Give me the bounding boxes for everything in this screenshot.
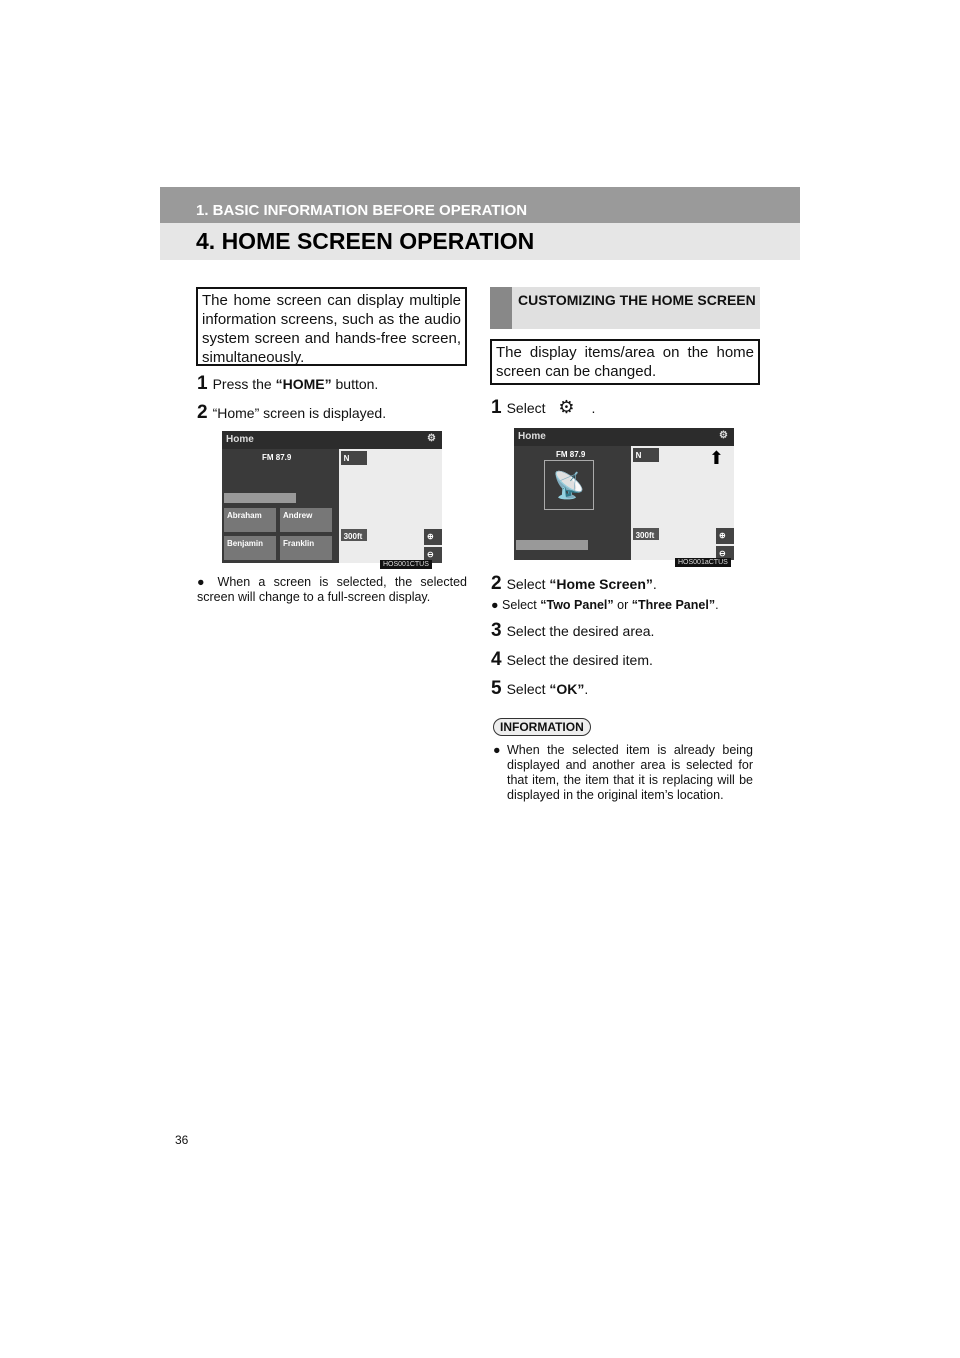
bullet-text: When a screen is selected, the selected screen will change to a full-screen display. bbox=[197, 575, 467, 604]
step-1 bbox=[491, 397, 595, 419]
step-bold: “OK” bbox=[549, 681, 585, 697]
bullet-bold: “Three Panel” bbox=[631, 598, 716, 612]
intro-box: The display items/area on the home screen can be changed. bbox=[490, 339, 760, 385]
step-text: . bbox=[652, 576, 657, 592]
info-text: When the selected item is already being displayed and another area is selected for that item, the item that it is replacing will be displayed in the original item’s location. bbox=[507, 743, 753, 802]
step-text: Select bbox=[506, 400, 546, 416]
contact-button: Benjamin bbox=[224, 536, 276, 560]
map-scale: 300ft bbox=[633, 528, 659, 540]
section-heading bbox=[490, 287, 760, 329]
section-title: 1. BASIC INFORMATION BEFORE OPERATION bbox=[196, 202, 528, 219]
bullet-note: ● When a screen is selected, the selected screen will change to a full-screen display. bbox=[197, 575, 467, 604]
step-text: Select the desired area. bbox=[506, 623, 655, 639]
intro-box: The home screen can display multiple information screens, such as the audio system screen and hands-free screen, simultaneously. bbox=[196, 287, 467, 366]
step-5 bbox=[491, 678, 588, 700]
step-text: Press the bbox=[212, 376, 276, 392]
gear-icon: ⚙ bbox=[427, 433, 436, 444]
page-title: 4. HOME SCREEN OPERATION bbox=[196, 228, 535, 254]
page-number: 36 bbox=[175, 1133, 189, 1147]
step-text: . bbox=[591, 400, 596, 416]
step-number: 5 bbox=[491, 678, 502, 699]
image-code: HOS001CTUS bbox=[380, 560, 432, 569]
step-text: Select the desired item. bbox=[506, 652, 653, 668]
bullet-bold: “Two Panel” bbox=[540, 598, 614, 612]
contact-button: Franklin bbox=[280, 536, 332, 560]
arrow-up-icon: ⬆ bbox=[708, 448, 724, 468]
step-3 bbox=[491, 620, 654, 642]
step-number: 3 bbox=[491, 620, 502, 641]
station-label: FM 87.9 bbox=[262, 453, 292, 462]
step-text: button. bbox=[331, 376, 379, 392]
heading-text: CUSTOMIZING THE HOME SCREEN bbox=[518, 292, 756, 308]
compass: N bbox=[633, 448, 659, 462]
step-bold: “Home Screen” bbox=[549, 576, 653, 592]
contact-button: Andrew bbox=[280, 508, 332, 532]
step-text: “Home” screen is displayed. bbox=[212, 405, 387, 421]
section-header bbox=[160, 187, 800, 223]
step-number: 2 bbox=[197, 402, 208, 423]
step-number: 1 bbox=[197, 373, 208, 394]
image-code: HOS001aCTUS bbox=[675, 558, 731, 567]
bullet-text: Select bbox=[502, 598, 541, 612]
chapter-header bbox=[160, 223, 800, 260]
zoom-out-icon: ⊖ bbox=[716, 546, 734, 560]
playback-controls bbox=[516, 540, 588, 550]
zoom-in-icon: ⊕ bbox=[716, 528, 734, 544]
step-text: Select bbox=[506, 576, 550, 592]
zoom-out-icon: ⊖ bbox=[424, 547, 442, 563]
compass: N bbox=[341, 451, 367, 465]
information-badge: INFORMATION bbox=[493, 718, 591, 736]
home-screen-image bbox=[222, 431, 442, 563]
step-2 bbox=[491, 573, 657, 595]
map-scale: 300ft bbox=[341, 529, 367, 541]
bullet-note: ● Select “Two Panel” or “Three Panel”. bbox=[491, 598, 719, 612]
home-screen-image bbox=[514, 428, 734, 560]
step-number: 1 bbox=[491, 397, 502, 418]
station-label: FM 87.9 bbox=[556, 450, 586, 459]
zoom-in-icon: ⊕ bbox=[424, 529, 442, 545]
step-bold: “HOME” bbox=[275, 376, 332, 392]
step-1 bbox=[197, 373, 378, 395]
screen-title: Home bbox=[518, 431, 546, 442]
bullet-icon: ● bbox=[493, 743, 501, 757]
gear-icon: ⚙ bbox=[558, 397, 575, 417]
step-text: . bbox=[584, 681, 589, 697]
playback-controls bbox=[224, 493, 296, 503]
info-note bbox=[493, 743, 753, 803]
step-number: 4 bbox=[491, 649, 502, 670]
bullet-text: or bbox=[613, 598, 632, 612]
screen-title: Home bbox=[226, 434, 254, 445]
map-panel bbox=[339, 449, 442, 563]
gear-icon: ⚙ bbox=[719, 430, 728, 441]
step-text: Select bbox=[506, 681, 550, 697]
bullet-text: . bbox=[715, 598, 719, 612]
map-panel bbox=[631, 446, 734, 560]
contact-button: Abraham bbox=[224, 508, 276, 532]
step-number: 2 bbox=[491, 573, 502, 594]
step-4 bbox=[491, 649, 653, 671]
step-2 bbox=[197, 402, 386, 424]
radio-tower-icon: 📡 bbox=[544, 460, 594, 510]
